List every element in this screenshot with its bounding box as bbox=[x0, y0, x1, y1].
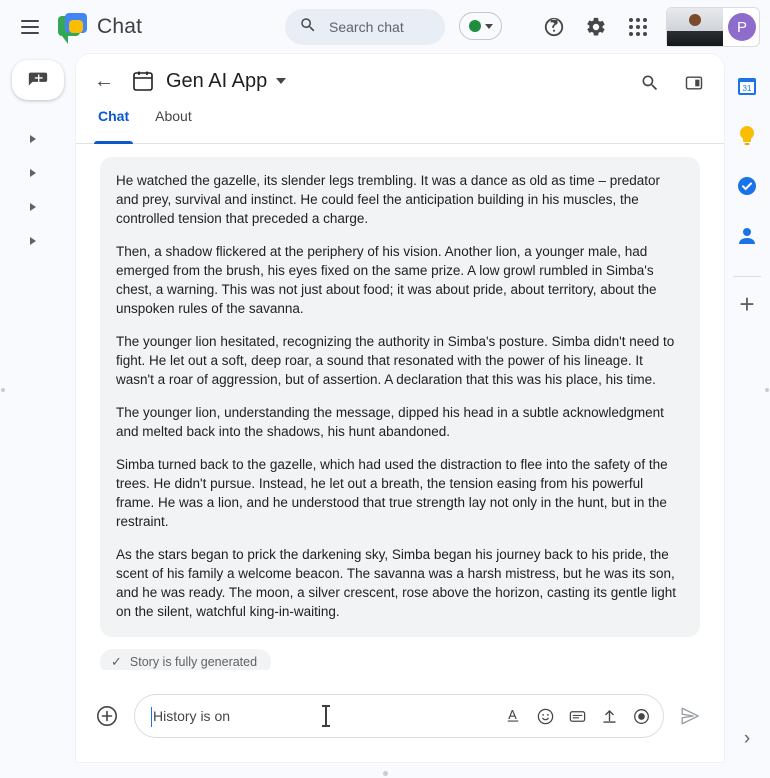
expand-rail-icon[interactable]: › bbox=[743, 728, 751, 749]
status-dot-icon bbox=[469, 20, 481, 32]
open-side-panel-icon[interactable] bbox=[674, 63, 714, 103]
gif-icon[interactable] bbox=[567, 706, 587, 726]
format-text-icon[interactable] bbox=[503, 706, 523, 726]
status-chip-label: Story is fully generated bbox=[129, 655, 258, 669]
panel-tabs bbox=[76, 108, 724, 144]
rail-sections bbox=[0, 122, 76, 258]
app-title: Chat bbox=[97, 15, 143, 38]
hamburger-icon[interactable] bbox=[10, 7, 50, 47]
avatar[interactable] bbox=[666, 7, 760, 47]
composer-actions bbox=[503, 706, 651, 726]
message-paragraph: The younger lion, understanding the message, dipped his head in a subtle acknowledgment and melted back into the shadows, his hunt abandoned. bbox=[116, 405, 664, 439]
message-paragraph: He watched the gazelle, its slender legs trembling. It was a dance as old as time – predator and prey, survival and instinct. He could feel the anticipation building in his muscles, the controlled tension that preceded a charge. bbox=[116, 173, 661, 226]
search-box[interactable] bbox=[285, 9, 445, 45]
avatar-initial: P bbox=[728, 13, 756, 41]
brand bbox=[58, 13, 142, 41]
tasks-icon[interactable] bbox=[731, 170, 763, 202]
calendar-icon[interactable] bbox=[731, 70, 763, 102]
message-paragraph: Then, a shadow flickered at the periphery of his vision. Another lion, a younger male, had emerged from the brush, his eyes fixed on the same prize. A low growl rumbled in Simba's chest, a warning. This was not just about food; it was about pride, about territory, about the unspoken rules of the savanna. bbox=[116, 244, 657, 316]
panel-header bbox=[76, 54, 724, 108]
calendar-space-icon bbox=[130, 68, 156, 94]
left-rail bbox=[0, 54, 76, 778]
right-side-rail bbox=[724, 54, 770, 778]
chat-logo-icon bbox=[58, 13, 88, 41]
right-resize-handle[interactable] bbox=[765, 388, 769, 392]
search-icon bbox=[299, 16, 317, 39]
rail-section-toggle[interactable] bbox=[0, 122, 76, 156]
video-meeting-icon[interactable] bbox=[631, 706, 651, 726]
chevron-down-icon bbox=[485, 24, 493, 29]
contacts-icon[interactable] bbox=[731, 220, 763, 252]
message-bubble bbox=[100, 157, 700, 637]
upload-file-icon[interactable] bbox=[599, 706, 619, 726]
send-icon[interactable] bbox=[670, 696, 710, 736]
rail-section-toggle[interactable] bbox=[0, 224, 76, 258]
search-input[interactable] bbox=[327, 18, 431, 36]
rail-section-toggle[interactable] bbox=[0, 190, 76, 224]
tab-about[interactable]: About bbox=[155, 108, 192, 124]
help-icon[interactable] bbox=[534, 7, 574, 47]
message-paragraph: Simba turned back to the gazelle, which had used the distraction to flee into the safety of the trees. He didn't pursue. Instead, he let out a breath, the tension easing from his powerful frame. He was a lion, and he understood that true strength lay not only in the hunt, but in the restraint. bbox=[116, 457, 668, 529]
svg-text:31: 31 bbox=[742, 84, 752, 93]
search-icon[interactable] bbox=[630, 63, 670, 103]
status-badge[interactable] bbox=[459, 12, 502, 40]
page-title: Gen AI App bbox=[166, 69, 268, 92]
tab-chat[interactable]: Chat bbox=[98, 108, 129, 143]
chevron-down-icon[interactable] bbox=[276, 78, 286, 84]
keep-icon[interactable] bbox=[731, 120, 763, 152]
chat-panel bbox=[76, 54, 724, 762]
message-input[interactable] bbox=[151, 707, 503, 725]
composer-box[interactable] bbox=[134, 694, 664, 738]
add-attachment-icon[interactable] bbox=[90, 699, 124, 733]
emoji-icon[interactable] bbox=[535, 706, 555, 726]
mouse-text-cursor bbox=[325, 705, 327, 727]
search-container bbox=[285, 9, 445, 45]
rail-divider bbox=[733, 276, 761, 277]
left-resize-handle[interactable] bbox=[1, 388, 5, 392]
avatar-photo bbox=[667, 8, 723, 46]
rail-section-toggle[interactable] bbox=[0, 156, 76, 190]
message-list[interactable] bbox=[76, 145, 724, 670]
add-app-icon[interactable]: + bbox=[739, 289, 755, 319]
message-composer bbox=[76, 670, 724, 762]
top-app-bar bbox=[0, 0, 770, 54]
top-bar-actions bbox=[534, 7, 760, 47]
apps-grid-icon[interactable] bbox=[618, 7, 658, 47]
text-caret bbox=[151, 707, 152, 727]
check-icon: ✓ bbox=[111, 654, 122, 669]
compose-icon[interactable] bbox=[12, 60, 64, 100]
scroll-indicator bbox=[383, 771, 388, 776]
message-paragraph: The younger lion hesitated, recognizing the authority in Simba's posture. Simba didn't need to fight. He let out a soft, deep roar, a sound that resonated with the power of his lineage. It wasn't a roar of aggression, but of assertion. A declaration that this was his place, his time. bbox=[116, 334, 675, 387]
gear-icon[interactable] bbox=[576, 7, 616, 47]
panel-actions bbox=[630, 63, 714, 103]
message-paragraph: As the stars began to prick the darkening sky, Simba began his journey back to his pride, the scent of his family a welcome beacon. The savanna was a harsh mistress, but he was its son, and he was ready. The moon, a silver crescent, rose above the horizon, casting its gentle light on the silent, watchful king-in-waiting. bbox=[116, 547, 677, 619]
back-arrow-icon[interactable]: ← bbox=[94, 69, 114, 92]
